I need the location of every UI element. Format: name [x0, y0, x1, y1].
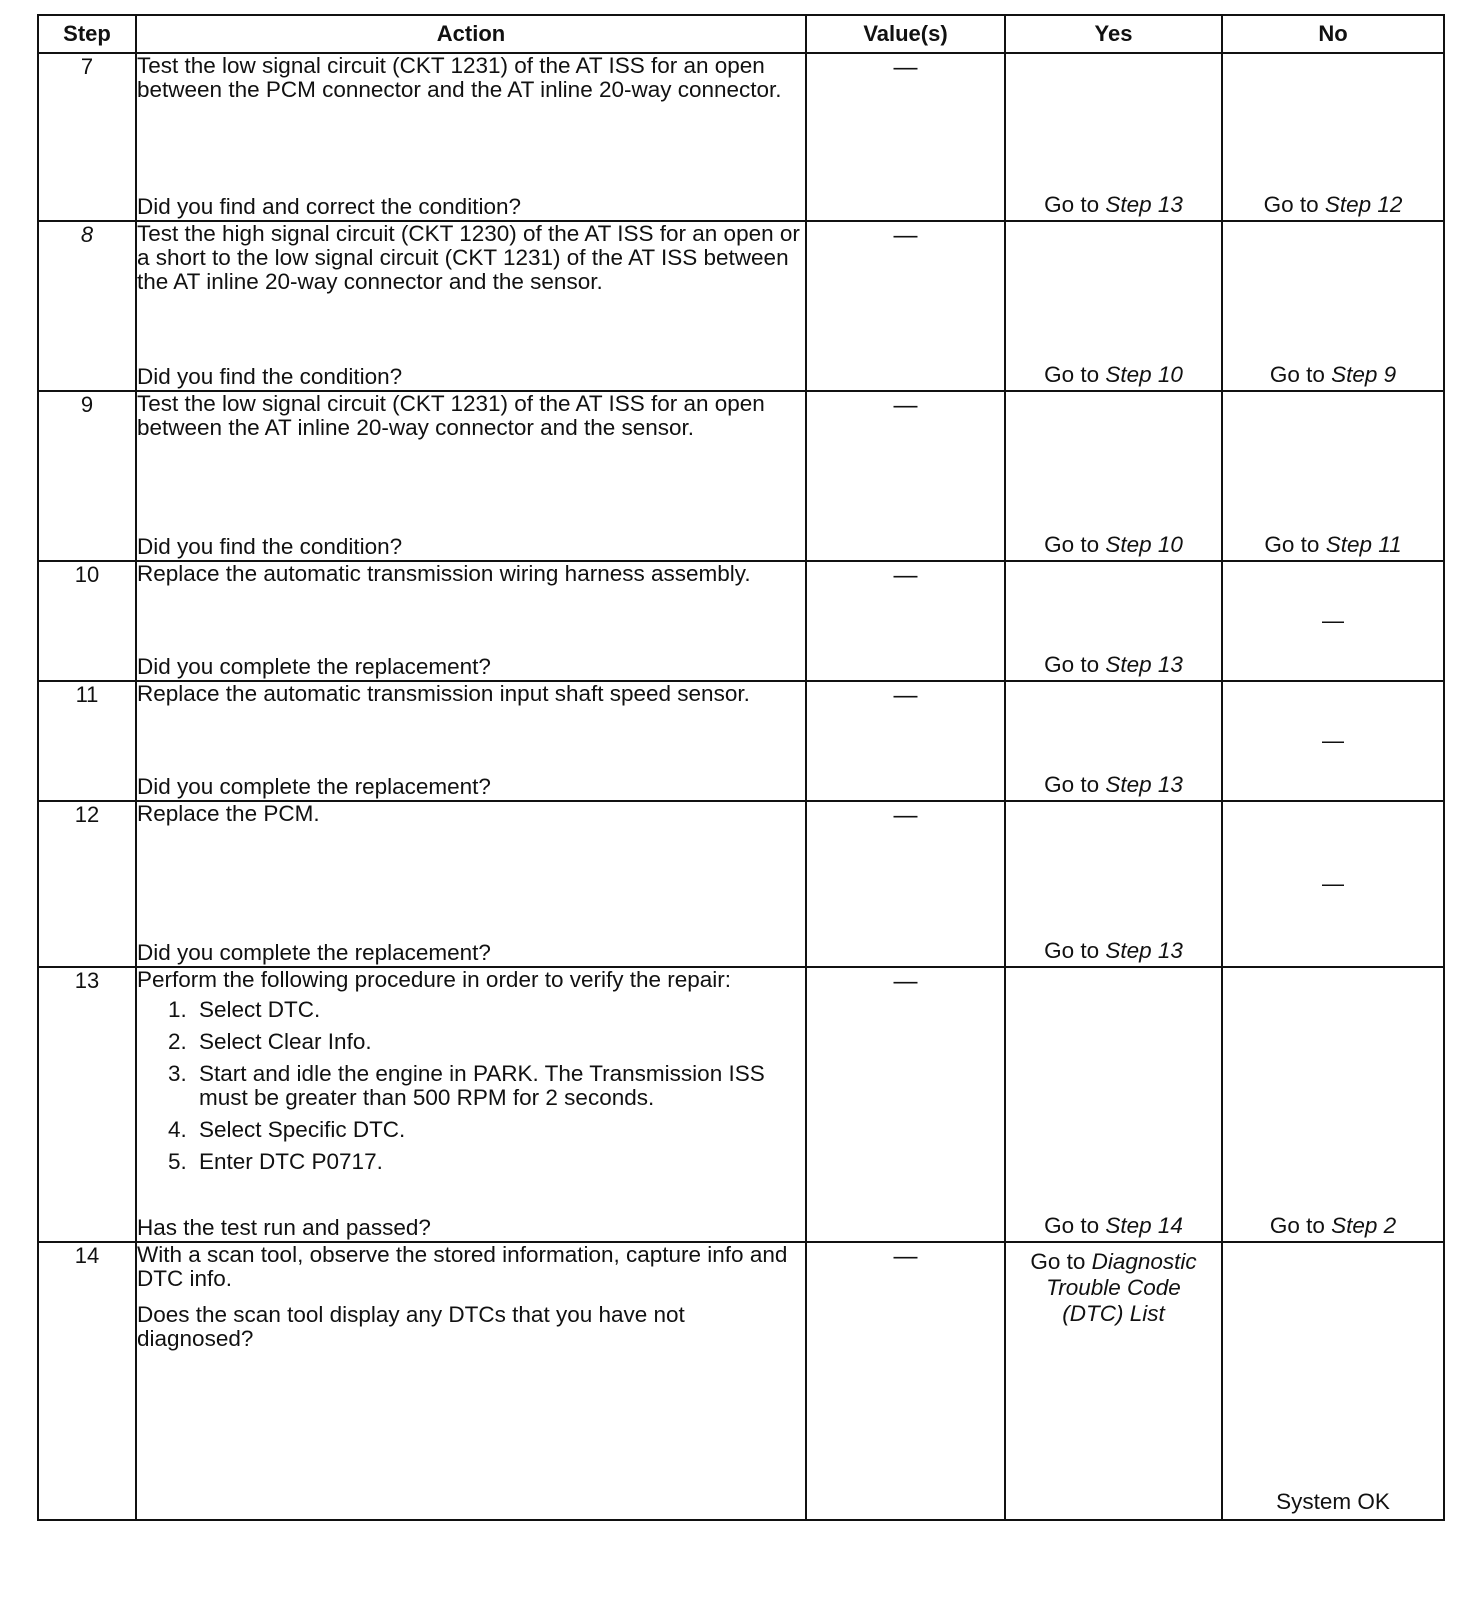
no-cell: [1222, 681, 1444, 801]
no-goto: Go to Step 2: [1269, 1213, 1397, 1238]
step-number: 9: [38, 391, 136, 561]
table-row: [38, 221, 1444, 391]
table-row: [38, 1242, 1444, 1520]
action-text: Test the high signal circuit (CKT 1230) of the AT ISS for an open or a short to the low signal circuit (CKT 1231) of the AT ISS between the AT inline 20-way connector and the sensor.: [137, 221, 800, 294]
yes-goto: Go to Step 13: [1044, 938, 1183, 963]
no-goto: Go to Step 9: [1269, 362, 1397, 387]
action-text: Test the low signal circuit (CKT 1231) of the AT ISS for an open between the PCM connector and the AT inline 20-way connector.: [137, 53, 782, 102]
action-question: Did you complete the replacement?: [137, 940, 491, 965]
procedure-step: 2. Select Clear Info.: [193, 1030, 805, 1054]
table-row: [38, 391, 1444, 561]
action-text: Test the low signal circuit (CKT 1231) of the AT ISS for an open between the AT inline 20-way connector and the sensor.: [137, 391, 765, 440]
diagnostic-table-page: [37, 14, 1443, 1594]
action-text: With a scan tool, observe the stored information, capture info and DTC info.: [137, 1242, 788, 1291]
table-row: [38, 53, 1444, 221]
no-cell: [1222, 221, 1444, 391]
action-question: Did you complete the replacement?: [137, 774, 491, 799]
action-question: Has the test run and passed?: [137, 1215, 431, 1240]
action-cell: [136, 801, 806, 967]
value-cell: —: [806, 681, 1005, 801]
value-cell: —: [806, 391, 1005, 561]
action-text: Replace the automatic transmission wiring harness assembly.: [137, 561, 751, 586]
yes-step-link: Step 13: [1105, 938, 1183, 963]
action-cell: [136, 1242, 806, 1520]
header-value: Value(s): [806, 15, 1005, 53]
diagnostic-steps-table: [37, 14, 1445, 1521]
step-number: 8: [38, 221, 136, 391]
value-cell: —: [806, 53, 1005, 221]
step-number: 11: [38, 681, 136, 801]
yes-cell: [1005, 967, 1222, 1242]
no-cell: [1222, 1242, 1444, 1520]
step-number: 7: [38, 53, 136, 221]
header-step: Step: [38, 15, 136, 53]
yes-cell: [1005, 53, 1222, 221]
yes-goto: Go to Step 13: [1044, 652, 1183, 677]
action-question: Does the scan tool display any DTCs that you have not diagnosed?: [137, 1302, 685, 1351]
yes-cell: [1005, 1242, 1222, 1520]
no-step-link: Step 12: [1324, 192, 1403, 217]
no-goto: Go to Step 12: [1263, 192, 1403, 217]
action-text: Replace the automatic transmission input shaft speed sensor.: [137, 681, 750, 706]
yes-step-link: Step 13: [1105, 192, 1183, 217]
value-cell: —: [806, 561, 1005, 681]
yes-cell: [1005, 561, 1222, 681]
procedure-step: 4. Select Specific DTC.: [193, 1118, 805, 1142]
yes-goto: Go to Step 10: [1044, 532, 1183, 557]
no-dash: —: [1322, 728, 1344, 753]
action-cell: [136, 967, 806, 1242]
table-header-row: [38, 15, 1444, 53]
yes-goto: Go to Diagnostic Trouble Code (DTC) List: [1030, 1249, 1197, 1326]
yes-goto: Go to Step 10: [1044, 362, 1183, 387]
no-cell: [1222, 53, 1444, 221]
table-row: [38, 681, 1444, 801]
no-step-link: Step 9: [1331, 362, 1397, 387]
yes-step-link: Step 13: [1105, 652, 1183, 677]
no-cell: [1222, 391, 1444, 561]
yes-goto: Go to Step 13: [1044, 772, 1183, 797]
step-number: 13: [38, 967, 136, 1242]
value-cell: —: [806, 801, 1005, 967]
no-step-link: Step 11: [1325, 532, 1402, 557]
no-cell: [1222, 801, 1444, 967]
yes-goto: Go to Step 14: [1044, 1213, 1183, 1238]
no-cell: [1222, 967, 1444, 1242]
no-goto: Go to Step 11: [1264, 532, 1402, 557]
table-row: [38, 801, 1444, 967]
action-question: Did you find and correct the condition?: [137, 194, 521, 219]
yes-step-link: Step 10: [1105, 532, 1183, 557]
header-yes: Yes: [1005, 15, 1222, 53]
action-cell: [136, 681, 806, 801]
yes-cell: [1005, 801, 1222, 967]
yes-cell: [1005, 391, 1222, 561]
action-cell: [136, 53, 806, 221]
table-row: [38, 561, 1444, 681]
yes-step-link: Step 10: [1105, 362, 1183, 387]
table-row: [38, 967, 1444, 1242]
no-step-link: Step 2: [1331, 1213, 1397, 1238]
dtc-list-link: Diagnostic Trouble Code (DTC) List: [1046, 1249, 1197, 1326]
procedure-step: 5. Enter DTC P0717.: [193, 1150, 805, 1174]
step-number: 10: [38, 561, 136, 681]
yes-cell: [1005, 221, 1222, 391]
action-question: Did you find the condition?: [137, 534, 403, 559]
no-dash: —: [1322, 871, 1344, 896]
no-dash: —: [1322, 608, 1344, 633]
header-no: No: [1222, 15, 1444, 53]
system-ok-text: System OK: [1276, 1489, 1390, 1514]
action-text: Replace the PCM.: [137, 801, 320, 826]
action-text: Perform the following procedure in order to verify the repair:: [137, 967, 732, 992]
procedure-step: 1. Select DTC.: [193, 998, 805, 1022]
step-number: 14: [38, 1242, 136, 1520]
action-cell: [136, 221, 806, 391]
action-cell: [136, 391, 806, 561]
yes-goto: Go to Step 13: [1044, 192, 1183, 217]
action-question: Did you find the condition?: [137, 364, 403, 389]
value-cell: —: [806, 1242, 1005, 1520]
yes-step-link: Step 14: [1105, 1213, 1183, 1238]
procedure-list: [137, 998, 805, 1174]
value-cell: —: [806, 967, 1005, 1242]
action-cell: [136, 561, 806, 681]
action-question: Did you complete the replacement?: [137, 654, 491, 679]
yes-cell: [1005, 681, 1222, 801]
no-cell: [1222, 561, 1444, 681]
step-number: 12: [38, 801, 136, 967]
value-cell: —: [806, 221, 1005, 391]
header-action: Action: [136, 15, 806, 53]
procedure-step: 3. Start and idle the engine in PARK. The Transmission ISS must be greater than 500 RPM for 2 seconds.: [193, 1062, 805, 1110]
yes-step-link: Step 13: [1105, 772, 1183, 797]
